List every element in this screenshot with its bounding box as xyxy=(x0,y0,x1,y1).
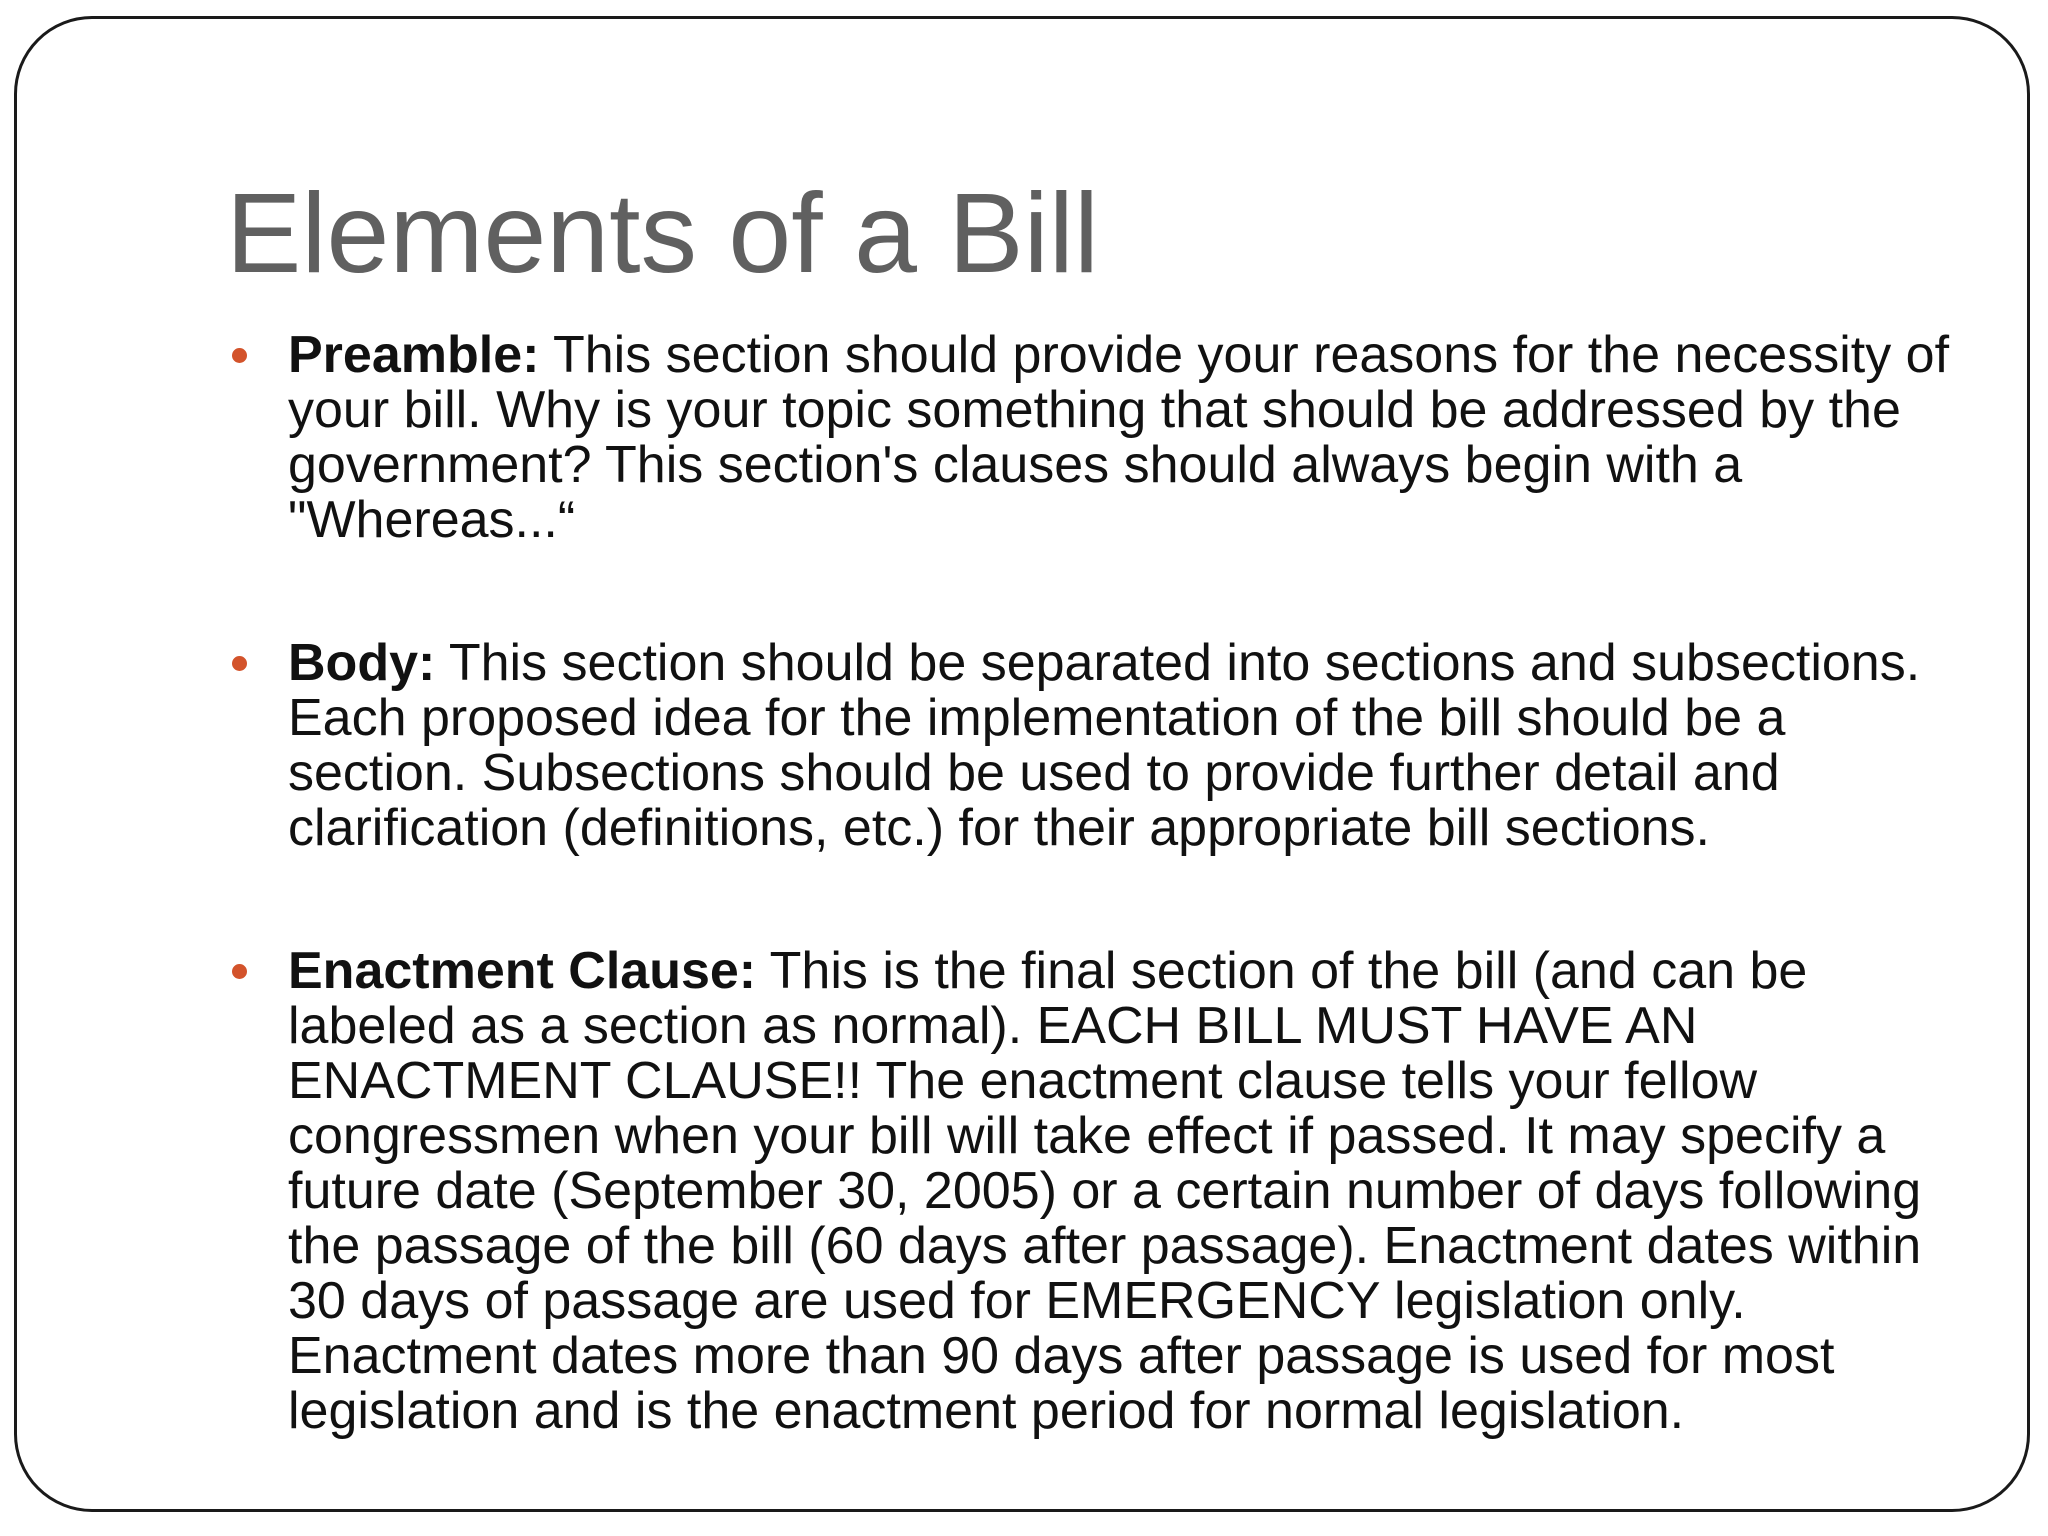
bullet-text: This is the final section of the bill (and can be labeled as a section as normal). EACH BILL MUST HAVE AN ENACTMENT CLAUSE!! The enactment clause tells your fellow congressmen when your bill will take effect if passed. It may specify a future date (September 30, 2005) or a certain number of days following the passage of the bill (60 days after passage). Enactment dates within 30 days of passage are used for EMERGENCY legislation only. Enactment dates more than 90 days after passage is used for most legislation and is the enactment period for normal legislation. xyxy=(288,942,1922,1440)
bullet-term: Preamble: xyxy=(288,326,540,384)
bullet-list xyxy=(226,328,1966,1527)
bullet-preamble xyxy=(226,328,1966,548)
bullet-text: This section should provide your reasons for the necessity of your bill. Why is your topic something that should be addressed by the government? This section's clauses should always begin with a "Whereas...“ xyxy=(288,326,1950,549)
bullet-enactment-clause xyxy=(226,944,1966,1439)
bullet-dot-icon xyxy=(232,656,247,671)
slide-title: Elements of a Bill xyxy=(226,170,1099,296)
bullet-term: Body: xyxy=(288,634,436,692)
bullet-body xyxy=(226,636,1966,856)
bullet-term: Enactment Clause: xyxy=(288,942,757,1000)
bullet-text: This section should be separated into sections and subsections. Each proposed idea for the implementation of the bill should be a section. Subsections should be used to provide further detail and clarification (definitions, etc.) for their appropriate bill sections. xyxy=(288,634,1921,857)
bullet-dot-icon xyxy=(232,964,247,979)
bullet-dot-icon xyxy=(232,348,247,363)
